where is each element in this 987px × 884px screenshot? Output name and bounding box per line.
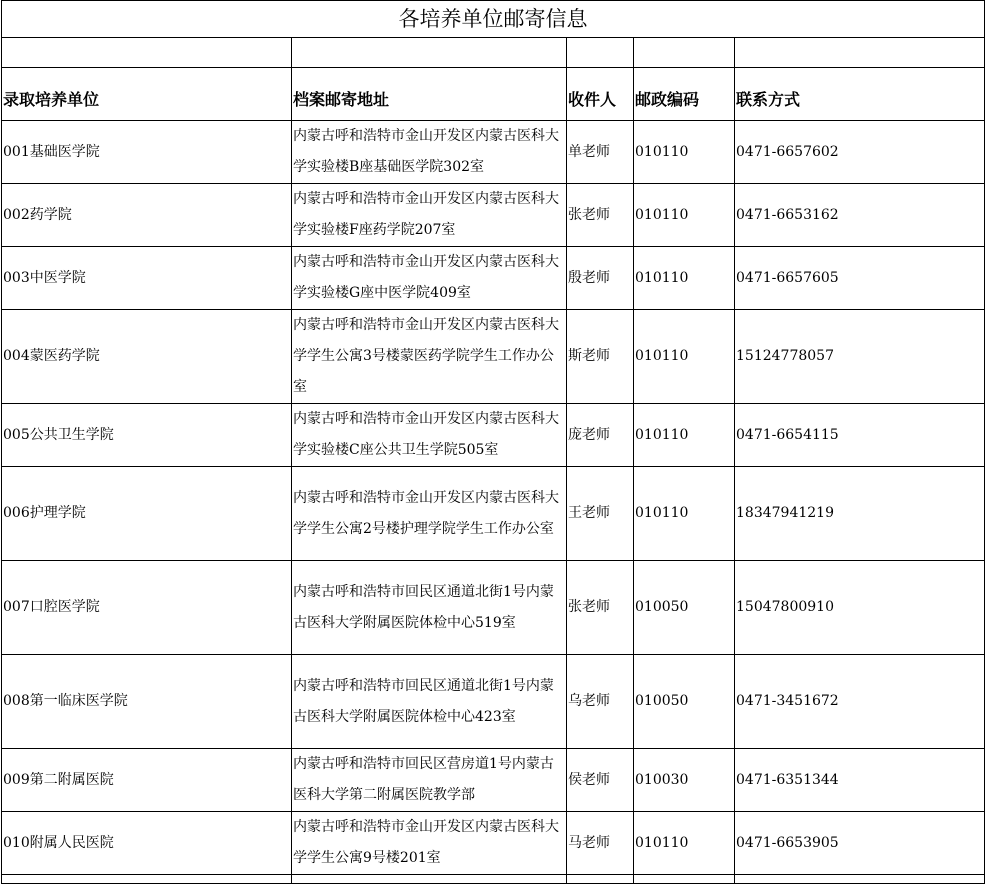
postcode-cell: 010050 <box>634 561 735 655</box>
address-cell: 内蒙古呼和浩特市回民区通道北街1号内蒙古医科大学附属医院体检中心519室 <box>292 561 567 655</box>
header-postcode: 邮政编码 <box>634 68 735 121</box>
header-recipient: 收件人 <box>567 68 634 121</box>
unit-cell: 010附属人民医院 <box>2 812 292 875</box>
contact-cell: 0471-6351344 <box>735 749 985 812</box>
unit-cell: 003中医学院 <box>2 247 292 310</box>
postcode-cell: 010110 <box>634 467 735 561</box>
address-cell: 内蒙古呼和浩特市金山开发区内蒙古医科大学实验楼F座药学院207室 <box>292 184 567 247</box>
header-address: 档案邮寄地址 <box>292 68 567 121</box>
address-cell: 内蒙古呼和浩特市金山开发区内蒙古医科大学实验楼C座公共卫生学院505室 <box>292 404 567 467</box>
table-row <box>2 404 985 467</box>
address-cell: 内蒙古呼和浩特市回民区通道北街1号内蒙古医科大学附属医院体检中心423室 <box>292 655 567 749</box>
recipient-cell: 殷老师 <box>567 247 634 310</box>
table-row <box>2 812 985 875</box>
postcode-cell: 010030 <box>634 749 735 812</box>
blank-cell <box>567 875 634 884</box>
table-row <box>2 310 985 404</box>
title-row <box>2 1 985 38</box>
unit-cell: 002药学院 <box>2 184 292 247</box>
table-row <box>2 247 985 310</box>
blank-cell <box>567 38 634 68</box>
contact-cell: 0471-6654115 <box>735 404 985 467</box>
address-cell: 内蒙古呼和浩特市金山开发区内蒙古医科大学实验楼G座中医学院409室 <box>292 247 567 310</box>
contact-cell: 15047800910 <box>735 561 985 655</box>
recipient-cell: 张老师 <box>567 184 634 247</box>
table-row-cut-off <box>2 875 985 884</box>
address-cell: 内蒙古呼和浩特市金山开发区内蒙古医科大学实验楼B座基础医学院302室 <box>292 121 567 184</box>
table-row <box>2 467 985 561</box>
recipient-cell: 乌老师 <box>567 655 634 749</box>
header-row <box>2 68 985 121</box>
address-cell: 内蒙古呼和浩特市金山开发区内蒙古医科大学学生公寓9号楼201室 <box>292 812 567 875</box>
recipient-cell: 张老师 <box>567 561 634 655</box>
unit-cell: 005公共卫生学院 <box>2 404 292 467</box>
blank-cell <box>634 875 735 884</box>
table-row <box>2 749 985 812</box>
unit-cell: 007口腔医学院 <box>2 561 292 655</box>
table-row <box>2 655 985 749</box>
postcode-cell: 010110 <box>634 184 735 247</box>
recipient-cell: 马老师 <box>567 812 634 875</box>
blank-cell <box>2 38 292 68</box>
blank-cell <box>2 875 292 884</box>
postcode-cell: 010110 <box>634 310 735 404</box>
header-contact: 联系方式 <box>735 68 985 121</box>
unit-cell: 006护理学院 <box>2 467 292 561</box>
contact-cell: 0471-6653162 <box>735 184 985 247</box>
contact-cell: 0471-6657602 <box>735 121 985 184</box>
contact-cell: 0471-6657605 <box>735 247 985 310</box>
header-unit: 录取培养单位 <box>2 68 292 121</box>
unit-cell: 004蒙医药学院 <box>2 310 292 404</box>
table-row <box>2 121 985 184</box>
recipient-cell: 庞老师 <box>567 404 634 467</box>
table-row <box>2 184 985 247</box>
blank-cell <box>292 38 567 68</box>
unit-cell: 009第二附属医院 <box>2 749 292 812</box>
postcode-cell: 010110 <box>634 404 735 467</box>
blank-cell <box>735 875 985 884</box>
recipient-cell: 王老师 <box>567 467 634 561</box>
postcode-cell: 010110 <box>634 812 735 875</box>
recipient-cell: 侯老师 <box>567 749 634 812</box>
table-row <box>2 561 985 655</box>
table-title: 各培养单位邮寄信息 <box>2 1 985 38</box>
blank-row <box>2 38 985 68</box>
contact-cell: 0471-6653905 <box>735 812 985 875</box>
mailing-info-table <box>1 0 985 884</box>
recipient-cell: 单老师 <box>567 121 634 184</box>
contact-cell: 15124778057 <box>735 310 985 404</box>
blank-cell <box>634 38 735 68</box>
contact-cell: 0471-3451672 <box>735 655 985 749</box>
unit-cell: 001基础医学院 <box>2 121 292 184</box>
address-cell: 内蒙古呼和浩特市回民区营房道1号内蒙古医科大学第二附属医院教学部 <box>292 749 567 812</box>
postcode-cell: 010110 <box>634 247 735 310</box>
address-cell: 内蒙古呼和浩特市金山开发区内蒙古医科大学学生公寓2号楼护理学院学生工作办公室 <box>292 467 567 561</box>
blank-cell <box>292 875 567 884</box>
postcode-cell: 010110 <box>634 121 735 184</box>
contact-cell: 18347941219 <box>735 467 985 561</box>
address-cell: 内蒙古呼和浩特市金山开发区内蒙古医科大学学生公寓3号楼蒙医药学院学生工作办公室 <box>292 310 567 404</box>
blank-cell <box>735 38 985 68</box>
recipient-cell: 斯老师 <box>567 310 634 404</box>
postcode-cell: 010050 <box>634 655 735 749</box>
unit-cell: 008第一临床医学院 <box>2 655 292 749</box>
